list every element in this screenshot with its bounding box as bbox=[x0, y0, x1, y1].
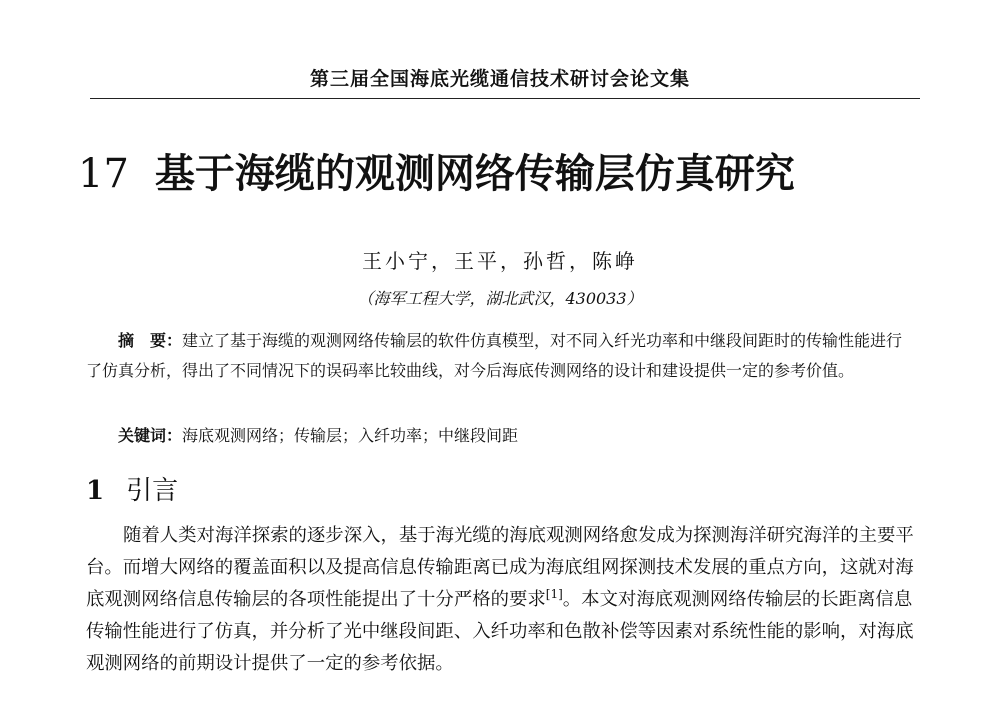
title-text: 基于海缆的观测网络传输层仿真研究 bbox=[154, 150, 795, 197]
paragraph-text: 随着人类对海洋探索的逐步深入，基于海光缆的海底观测网络愈发成为探测海洋研究海洋的主要平台。而增大网络的覆盖面积以及提高信息传输距离已成为海底组网探测技术发展的重点方向，这就对海底观测网络信息传输层的各项性能提出了十分严格的要求 bbox=[86, 525, 914, 610]
running-header: 第三届全国海底光缆通信技术研讨会论文集 bbox=[309, 68, 690, 90]
keywords-text: 海底观测网络；传输层；入纤功率；中继段间距 bbox=[182, 426, 519, 445]
affiliation: （海军工程大学，湖北武汉，430033） bbox=[357, 289, 643, 308]
header-rule bbox=[90, 98, 920, 99]
citation-ref[interactable]: [1] bbox=[545, 586, 563, 601]
section-title: 引言 bbox=[126, 476, 179, 506]
abstract bbox=[86, 326, 914, 386]
authors: 王小宁，王平，孙哲，陈峥 bbox=[362, 249, 638, 273]
paragraph-text-tail: 。本文对海底观测网络传输层的长距离信息传输性能进行了仿真，并分析了光中继段间距、入纤功率和色散补偿等因素对系统性能的影响，对海底观测网络的前期设计提供了一定的参考依据。 bbox=[86, 589, 914, 674]
paper-title bbox=[78, 142, 795, 199]
keywords bbox=[118, 422, 518, 450]
section-number: 1 bbox=[86, 476, 105, 506]
intro-paragraph bbox=[86, 520, 918, 680]
chapter-number: 17 bbox=[78, 151, 129, 197]
abstract-text: 建立了基于海缆的观测网络传输层的软件仿真模型，对不同入纤光功率和中继段间距时的传输性能进行了仿真分析，得出了不同情况下的误码率比较曲线，对今后海底传测网络的设计和建设提供一定的参考价值。 bbox=[86, 331, 903, 380]
abstract-label: 摘 要： bbox=[118, 331, 183, 350]
section-heading bbox=[86, 470, 178, 507]
keywords-label: 关键词： bbox=[118, 426, 183, 445]
